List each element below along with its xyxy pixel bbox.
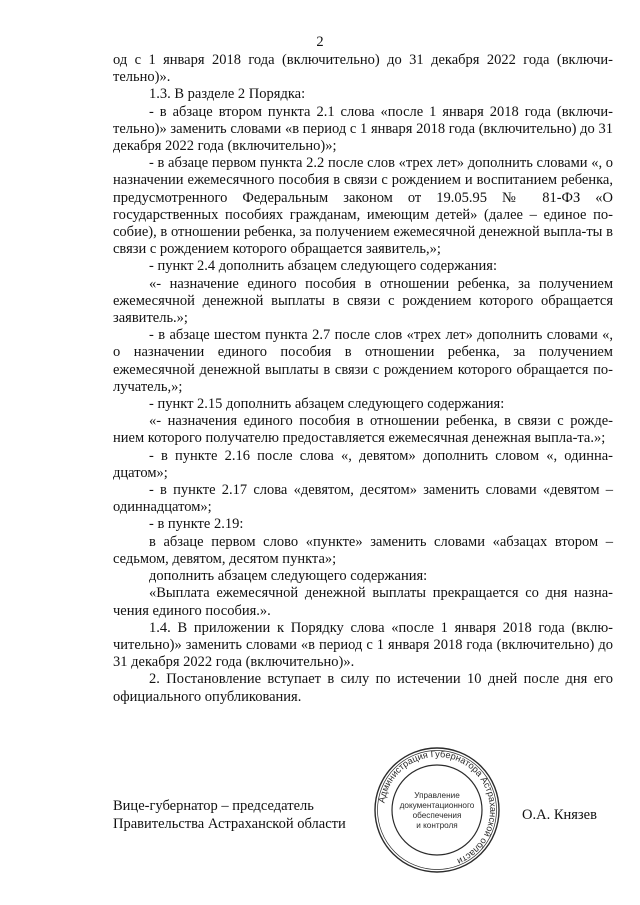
seal-inner-ring xyxy=(392,765,482,855)
signatory-position xyxy=(113,798,346,833)
paragraph: в абзаце первом слово «пункте» заменить словами «абзацах втором – седьмом, девятом, десятом пункта»; xyxy=(113,533,613,567)
seal-center-line: документационного xyxy=(399,801,475,810)
paragraph: - в абзаце втором пункта 2.1 слова «после 1 января 2018 года (включи-тельно)» заменить словами «в период с 1 января 2018 года (включительно) до 31 декабря 2022 года (включительно)»; xyxy=(113,103,613,155)
paragraph: «- назначение единого пособия в отношении ребенка, за получением ежемесячной денежной выплаты в связи с рождением которого обращается заявитель.»; xyxy=(113,275,613,327)
seal-center-line: Управление xyxy=(414,791,460,800)
paragraph: - в пункте 2.16 после слова «, девятом» дополнить словом «, одинна-дцатом»; xyxy=(113,447,613,481)
seal-ring-text: Администрация Губернатора Астраханской области xyxy=(376,748,499,867)
seal-outer-ring xyxy=(375,748,499,872)
document-body xyxy=(113,52,613,706)
paragraph: 1.3. В разделе 2 Порядка: xyxy=(149,86,306,103)
paragraph: - в абзаце первом пункта 2.2 после слов «трех лет» дополнить словами «, о назначении ежемесячного пособия в связи с рождением и воспитанием ребенка, предусмотренного Федеральным законом от 19.05.95 № 81-ФЗ «О государственных пособиях гражданам, имеющим детей» (далее – единое по-собие), в отношении ребенка, за получением ежемесячной денежной выпла-ты в связи с рождением которого обращается заявитель,»; xyxy=(113,155,613,258)
paragraph: 2. Постановление вступает в силу по истечении 10 дней после дня его официального опубликования. xyxy=(113,671,613,705)
paragraph: - пункт 2.4 дополнить абзацем следующего содержания: xyxy=(149,258,497,275)
position-line: Правительства Астраханской области xyxy=(113,815,346,832)
seal-center-line: обеспечения xyxy=(412,811,462,820)
paragraph: дополнить абзацем следующего содержания: xyxy=(149,568,428,585)
official-seal xyxy=(372,745,502,875)
paragraph: 1.4. В приложении к Порядку слова «после 1 января 2018 года (вклю-чительно)» заменить словами «в период с 1 января 2018 года (включительно) до 31 декабря 2022 года (включительно)». xyxy=(113,619,613,671)
signer-name: О.А. Князев xyxy=(522,807,597,823)
paragraph: од с 1 января 2018 года (включительно) до 31 декабря 2022 года (включи-тельно)». xyxy=(113,52,613,86)
paragraph: - пункт 2.15 дополнить абзацем следующего содержания: xyxy=(149,396,505,413)
paragraph: - в пункте 2.19: xyxy=(149,516,244,533)
page-number: 2 xyxy=(316,34,324,50)
paragraph: «Выплата ежемесячной денежной выплаты прекращается со дня назна-чения единого пособия.». xyxy=(113,585,613,619)
paragraph: - в пункте 2.17 слова «девятом, десятом» заменить словами «девятом – одиннадцатом»; xyxy=(113,482,613,516)
seal-center-line: и контроля xyxy=(416,821,458,830)
paragraph: «- назначения единого пособия в отношении ребенка, в связи с рожде-нием которого получателю предоставляется ежемесячная денежная выпла-та.»; xyxy=(113,413,613,447)
position-line: Вице-губернатор – председатель xyxy=(113,798,314,814)
paragraph: - в абзаце шестом пункта 2.7 после слов «трех лет» дополнить словами «, о назначении единого пособия в отношении ребенка, за получением ежемесячной денежной выплаты в связи с рождением которого обращается по-лучатель,»; xyxy=(113,327,613,395)
